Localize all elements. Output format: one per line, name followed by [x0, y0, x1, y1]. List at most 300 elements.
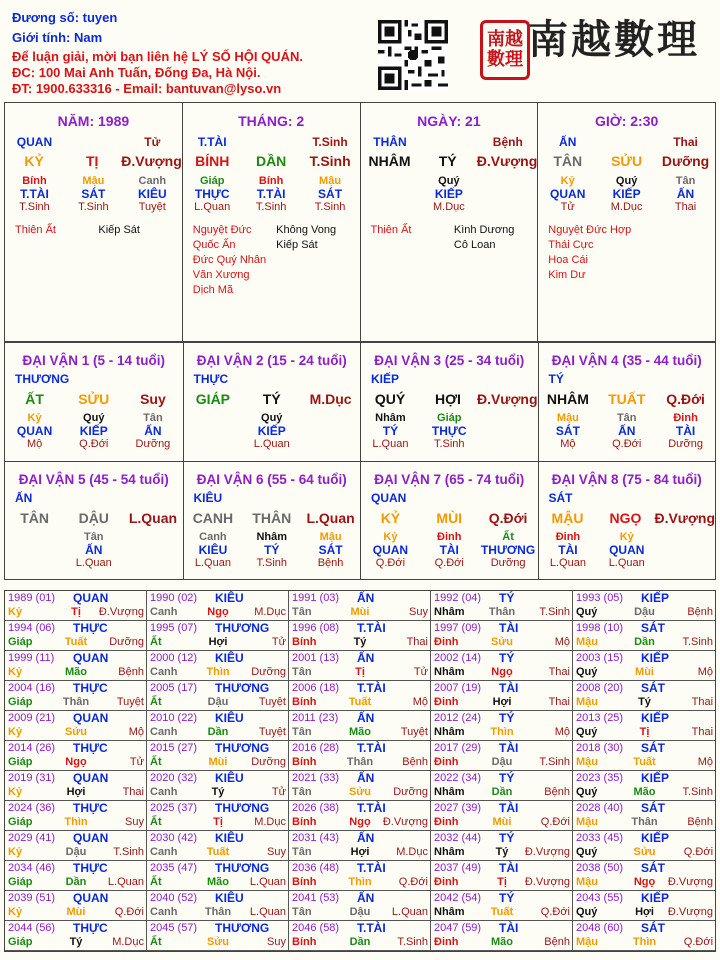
dai-van-god: [539, 372, 716, 386]
year-cell: [5, 831, 147, 861]
dai-van-hidden-stage-item: Dưỡng: [490, 556, 526, 569]
star-name: Kiếp Sát: [98, 224, 140, 236]
year-stem: Canh: [150, 906, 178, 918]
year-pillar-row: [291, 606, 428, 618]
year-pillar-row: [575, 786, 713, 798]
dai-van-main-item: TÝ: [262, 391, 281, 407]
year-label: 1996 (08): [292, 622, 340, 634]
year-stem: Ất: [150, 756, 162, 768]
dai-van-main-item: Đ.Vượng: [654, 509, 716, 526]
year-branch: Dậu: [349, 906, 371, 918]
pillar-main-row-item: DẦN: [255, 153, 287, 169]
year-label: 2023 (35): [576, 772, 624, 784]
year-stage: Thai: [406, 636, 428, 648]
year-stem: Giáp: [8, 876, 33, 888]
dai-van-hidden-stage: [539, 557, 716, 569]
year-stem: Mậu: [576, 876, 598, 888]
year-branch: Hợi: [635, 906, 654, 918]
year-stem: Tân: [292, 846, 312, 858]
year-stem: Quý: [576, 786, 598, 798]
dai-van-5: [5, 461, 183, 580]
year-stem: Nhâm: [434, 906, 465, 918]
year-stage: Bệnh: [402, 756, 428, 768]
year-branch: Tuất: [206, 846, 230, 858]
year-branch: Dần: [634, 636, 655, 648]
dai-van-1: [5, 342, 183, 461]
year-stem: Kỷ: [8, 666, 23, 678]
year-label: 2041 (53): [292, 892, 340, 904]
year-cell: [147, 921, 289, 951]
dai-van-main: [539, 391, 716, 407]
year-pillar-row: [149, 906, 286, 918]
dai-van-hidden-gods: [5, 543, 183, 557]
year-god: TÝ: [499, 711, 515, 725]
year-stage: Dưỡng: [251, 756, 286, 768]
year-stage: M.Dục: [112, 936, 144, 948]
dai-van-main-item: HỢI: [435, 391, 461, 407]
dai-van-main-item: NHÂM: [546, 391, 589, 407]
year-label: 1991 (03): [292, 592, 340, 604]
dai-van-hidden-stems: [5, 412, 183, 424]
year-label: 2002 (14): [434, 652, 482, 664]
hidden-stems-row-item: Canh: [138, 175, 167, 187]
year-stage: Mộ: [554, 726, 570, 738]
dai-van-hidden-stage-item: Mộ: [560, 438, 576, 450]
year-pillar-row: [291, 816, 428, 828]
year-cell: [431, 891, 573, 921]
dai-van-hidden-gods-item: [479, 424, 538, 438]
dai-van-main: [184, 510, 361, 526]
year-cell: [573, 591, 715, 621]
year-label: 1994 (06): [8, 622, 56, 634]
dai-van-hidden-stems-item: Canh: [199, 530, 227, 543]
year-god: THỰC: [73, 681, 108, 695]
star-name: Văn Xương: [192, 269, 250, 281]
year-label: 2030 (42): [150, 832, 198, 844]
year-label: 2026 (38): [292, 802, 340, 814]
year-cell: [573, 621, 715, 651]
dai-van-hidden-stems: [5, 531, 183, 543]
year-god: SÁT: [641, 921, 665, 935]
year-pillar-row: [7, 756, 144, 768]
dai-van-hidden-stage-item: [301, 438, 360, 450]
dai-van-hidden-stems-item: Nhâm: [256, 530, 288, 543]
pillar-main-row-item: Đ.Vượng: [121, 153, 182, 169]
year-god: KIẾP: [641, 711, 670, 725]
year-god: KIÊU: [215, 891, 244, 905]
year-pillar-row: [575, 816, 713, 828]
pillar-2: [182, 103, 360, 341]
year-branch: Ngọ: [633, 876, 656, 888]
stars-column: [454, 223, 537, 253]
year-stem: Nhâm: [434, 846, 465, 858]
pillar-main-row-item: Dưỡng: [661, 153, 710, 169]
year-stage: L.Quan: [107, 876, 144, 888]
year-god: T.TÀI: [357, 921, 386, 935]
year-label: 2036 (48): [292, 862, 340, 874]
year-cell: [5, 651, 147, 681]
dai-van-hidden-stems: [361, 412, 538, 424]
year-god: T.TÀI: [357, 621, 386, 635]
year-stem: Bính: [292, 636, 317, 648]
year-stage: T.Sinh: [539, 756, 570, 768]
dai-van-hidden-gods-item: KIẾP: [257, 424, 286, 438]
year-pillar-row: [575, 636, 713, 648]
dai-van-main-item: TUẤT: [608, 391, 646, 407]
year-cell: [289, 621, 431, 651]
year-stage: T.Sinh: [113, 846, 144, 858]
year-cell: [5, 681, 147, 711]
hidden-stems-row-item: Giáp: [199, 175, 225, 187]
year-label: 2033 (45): [576, 832, 624, 844]
dai-van-hidden-stage-item: L.Quan: [253, 438, 290, 450]
annual-luck-table: [4, 590, 716, 952]
year-stage: Bệnh: [118, 666, 144, 678]
year-branch: Tị: [355, 666, 365, 678]
year-cell: [147, 831, 289, 861]
dai-van-hidden-stage-item: Dưỡng: [135, 438, 171, 450]
year-god: ẤN: [357, 711, 375, 725]
dai-van-hidden-gods-item: ẤN: [618, 424, 636, 438]
year-cell: [573, 891, 715, 921]
dai-van-hidden-gods-item: THƯƠNG: [480, 542, 536, 557]
hidden-gods-row-item: QUAN: [550, 187, 586, 201]
hidden-stems-row-item: Quý: [615, 175, 638, 187]
dai-van-hidden-stems-item: Kỷ: [27, 412, 42, 424]
dai-van-2: [183, 342, 361, 461]
year-label: 1999 (11): [8, 652, 55, 664]
hidden-stage-row-item: L.Quan: [194, 201, 231, 213]
year-stage: Đ.Vượng: [524, 876, 570, 888]
year-god: KIÊU: [215, 591, 244, 605]
year-pillar-row: [7, 606, 144, 618]
year-branch: Tý: [69, 936, 83, 948]
address: ĐC: 100 Mai Anh Tuấn, Đống Đa, Hà Nội.: [12, 65, 261, 80]
dai-van-hidden-gods-item: ẤN: [85, 542, 103, 557]
year-god: TÝ: [499, 831, 515, 845]
year-god: ẤN: [357, 651, 375, 665]
dai-van-hidden-gods-item: TÝ: [264, 542, 280, 557]
year-branch: Ngọ: [491, 666, 513, 678]
year-pillar-row: [7, 816, 144, 828]
year-branch: Mùi: [492, 816, 512, 828]
year-god: SÁT: [641, 681, 665, 695]
dai-van-hidden-stems: [184, 531, 361, 543]
year-branch: Mùi: [635, 666, 654, 678]
dai-van-main-item: KỶ: [380, 509, 401, 526]
hidden-stems-row-item: [478, 175, 537, 187]
dai-van-hidden-stage-item: Mộ: [26, 438, 43, 450]
dai-van-main-item: TÂN: [20, 509, 49, 526]
year-cell: [431, 681, 573, 711]
year-label: 2032 (44): [434, 832, 482, 844]
dai-van-hidden-stage-item: Dưỡng: [668, 438, 703, 450]
star-name: Kim Dư: [548, 269, 586, 281]
year-label: 2015 (27): [150, 742, 198, 754]
dai-van-4: [538, 342, 716, 461]
dai-van-main-item: Q.Đới: [666, 391, 705, 407]
dai-van-god: [5, 491, 183, 505]
year-pillar-row: [7, 636, 144, 648]
year-cell: [573, 681, 715, 711]
year-cell: [573, 651, 715, 681]
year-stem: Giáp: [8, 636, 33, 648]
year-cell: [431, 591, 573, 621]
year-label: 2018 (30): [576, 742, 624, 754]
year-cell: [431, 741, 573, 771]
dai-van-hidden-stage-item: Q.Đới: [612, 438, 642, 450]
dai-van-hidden-stage: [5, 557, 183, 569]
dai-van-hidden-gods: [361, 424, 538, 438]
year-label: 2034 (46): [8, 862, 56, 874]
dai-van-title: ĐẠI VẬN 3 (25 - 34 tuổi): [374, 353, 525, 368]
pillar-main-row-item: SỬU: [611, 153, 643, 169]
dai-van-hidden-stems-item: Tân: [616, 412, 637, 424]
year-stem: Mậu: [576, 816, 598, 828]
year-cell: [289, 861, 431, 891]
dai-van-god-text: THƯƠNG: [15, 372, 70, 386]
pillar-main-row-item: KỶ: [24, 153, 44, 169]
year-branch: Mão: [64, 666, 87, 678]
dai-van-hidden-gods-item: THỰC: [431, 424, 467, 438]
year-stage: Q.Đới: [398, 876, 428, 888]
hidden-stage-row-item: [361, 201, 420, 213]
year-pillar-row: [433, 786, 570, 798]
year-cell: [431, 921, 573, 951]
year-label: 2014 (26): [8, 742, 56, 754]
hidden-stage-row-item: M.Dục: [610, 201, 643, 213]
dai-van-main: [5, 510, 183, 526]
dai-van-hidden-gods-item: QUAN: [609, 542, 645, 557]
dai-van-hidden-stage-item: Q.Đới: [434, 556, 464, 569]
year-stage: L.Quan: [249, 876, 286, 888]
dai-van-hidden-stage: [184, 438, 361, 450]
year-branch: Dần: [207, 726, 229, 738]
year-stem: Quý: [576, 606, 598, 618]
year-pillar-row: [291, 936, 428, 948]
hidden-gods-row: [538, 187, 715, 201]
hidden-stems-row-item: Mậu: [319, 175, 342, 187]
dai-van-main-item: Q.Đới: [488, 509, 528, 526]
year-pillar-row: [7, 876, 144, 888]
dai-van-hidden-stage-item: Q.Đới: [79, 438, 109, 450]
year-god: THƯƠNG: [215, 801, 270, 815]
dai-van-main-item: L.Quan: [306, 509, 355, 526]
dai-van-hidden-gods-item: SÁT: [318, 542, 343, 557]
red-seal-stamp: 南越數理: [480, 20, 530, 80]
year-cell: [5, 591, 147, 621]
dai-van-hidden-stage-item: L.Quan: [549, 556, 586, 569]
dai-van-hidden-stems-item: Giáp: [437, 412, 462, 424]
year-god: KIẾP: [641, 831, 670, 845]
contact-note: Để luận giải, mời bạn liên hệ LÝ SỐ HỘI QUÁN.: [12, 49, 303, 64]
year-label: 2048 (60): [576, 922, 624, 934]
year-stage: Thai: [548, 696, 570, 708]
hidden-stage-row-item: Tuyệt: [138, 201, 166, 213]
year-pillar-row: [433, 606, 570, 618]
year-stage: Suy: [409, 606, 428, 618]
year-pillar-row: [291, 666, 428, 678]
year-stage: Tử: [271, 786, 286, 798]
dai-van-hidden-stage: [539, 438, 716, 450]
special-stars: [361, 223, 538, 253]
star-name: Thiên Ất: [15, 224, 56, 236]
dai-van-hidden-stems-item: Đinh: [555, 530, 581, 543]
special-stars: [538, 223, 715, 283]
star-name: Đức Quý Nhân: [192, 254, 267, 266]
dai-van-title: ĐẠI VẬN 8 (75 - 84 tuổi): [551, 471, 702, 487]
year-stem: Quý: [576, 666, 598, 678]
year-stem: Giáp: [8, 816, 33, 828]
year-branch: Dậu: [65, 846, 87, 858]
heaven-god: T.TÀI: [197, 135, 227, 149]
year-stage: Bệnh: [544, 936, 570, 948]
year-stem: Bính: [292, 936, 317, 948]
dai-van-hidden-stems-item: Tân: [143, 412, 163, 424]
year-stage: M.Dục: [254, 606, 286, 618]
year-stem: Ất: [150, 636, 162, 648]
year-label: 2024 (36): [8, 802, 56, 814]
dai-van-god: [361, 372, 538, 386]
dai-van-hidden-stems: [539, 412, 716, 424]
hidden-stems-row: [538, 175, 715, 187]
year-label: 2046 (58): [292, 922, 340, 934]
year-cell: [431, 861, 573, 891]
dai-van-god-text: THỰC: [193, 372, 229, 386]
year-label: 2012 (24): [434, 712, 482, 724]
year-pillar-row: [575, 846, 713, 858]
year-stage: Mộ: [128, 726, 144, 738]
year-pillar-row: [149, 846, 286, 858]
hidden-gods-row: [5, 187, 182, 201]
year-god: KIÊU: [215, 711, 244, 725]
hidden-stage-row-item: M.Dục: [432, 201, 465, 213]
year-label: 2027 (39): [434, 802, 482, 814]
pillar-main-row-item: Đ.Vượng: [476, 153, 538, 169]
year-branch: Thìn: [348, 876, 372, 888]
year-pillar-row: [7, 666, 144, 678]
year-stage: Tuyệt: [400, 726, 428, 738]
year-stage: Thai: [691, 726, 714, 738]
year-label: 2028 (40): [576, 802, 624, 814]
dai-van-hidden-stems-item: Quý: [83, 412, 105, 424]
year-stage: Suy: [267, 936, 286, 948]
year-pillar-row: [291, 696, 428, 708]
year-cell: [289, 591, 431, 621]
dai-van-main: [539, 510, 716, 526]
dai-van-hidden-stage: [184, 557, 361, 569]
dai-van-hidden-stems-item: Đinh: [437, 530, 462, 543]
year-cell: [147, 861, 289, 891]
year-cell: [147, 621, 289, 651]
year-god: KIẾP: [641, 591, 670, 605]
year-god: THỰC: [73, 741, 108, 755]
dai-van-main-item: M.Dục: [309, 391, 352, 407]
year-stem: Kỷ: [8, 726, 23, 738]
year-stem: Tân: [292, 906, 312, 918]
year-stage: Q.Đới: [540, 816, 570, 828]
year-stage: Suy: [267, 846, 286, 858]
year-pillar-row: [575, 906, 713, 918]
year-branch: Thìn: [206, 666, 230, 678]
dai-van-hidden-stems-item: Mậu: [556, 412, 579, 424]
year-label: 2008 (20): [576, 682, 624, 694]
year-god: QUAN: [73, 771, 109, 785]
dai-van-god: [184, 491, 361, 505]
year-pillar-row: [149, 696, 286, 708]
year-branch: Mão: [348, 726, 371, 738]
phone-email: ĐT: 1900.633316 - Email: bantuvan@lyso.vn: [12, 81, 282, 96]
heaven-god: QUAN: [16, 135, 53, 149]
dai-van-hidden-stems-item: [479, 412, 538, 424]
dai-van-hidden-stems-item: Đinh: [673, 412, 698, 424]
year-stem: Canh: [150, 786, 178, 798]
year-label: 2013 (25): [576, 712, 624, 724]
hidden-stage-row-item: [478, 201, 537, 213]
year-cell: [573, 831, 715, 861]
hidden-gods-row-item: T.TÀI: [256, 187, 286, 201]
dai-van-main-item: QUÝ: [374, 391, 406, 407]
hidden-stems-row-item: Bính: [258, 175, 284, 187]
year-stage: Mộ: [697, 666, 714, 678]
year-branch: Tuất: [633, 756, 656, 768]
year-cell: [147, 891, 289, 921]
pillar-god-row: [5, 135, 182, 149]
year-stem: Đinh: [434, 756, 459, 768]
year-god: THƯƠNG: [215, 621, 270, 635]
dai-van-hidden-stage-item: T.Sinh: [433, 438, 465, 450]
dai-van-hidden-gods-item: QUAN: [372, 542, 409, 557]
dai-van-god: [5, 372, 183, 386]
qr-code-icon[interactable]: [378, 20, 448, 90]
dai-van-hidden-stems-item: Nhâm: [375, 412, 406, 424]
hidden-stage-row-item: T.Sinh: [78, 201, 109, 213]
year-stem: Nhâm: [434, 726, 465, 738]
year-pillar-row: [433, 696, 570, 708]
year-cell: [573, 801, 715, 831]
year-branch: Hợi: [350, 846, 370, 858]
year-branch: Tuất: [490, 906, 514, 918]
year-stage: Tuyệt: [258, 726, 286, 738]
year-pillar-row: [433, 726, 570, 738]
year-stage: Tử: [413, 666, 428, 678]
year-god: TÝ: [499, 651, 515, 665]
hidden-gods-row-item: T.TÀI: [20, 187, 49, 201]
four-pillars-panel: [4, 102, 716, 342]
year-cell: [5, 891, 147, 921]
year-stem: Mậu: [576, 936, 598, 948]
hidden-stems-row-item: Mậu: [82, 175, 105, 187]
dai-van-hidden-stage-item: L.Quan: [608, 556, 645, 569]
year-god: TÀI: [499, 741, 519, 755]
dai-van-main-item: MẬU: [551, 509, 584, 526]
year-stem: Ất: [150, 936, 162, 948]
year-god: KIÊU: [215, 831, 244, 845]
year-pillar-row: [433, 846, 570, 858]
hidden-stage-row-item: T.Sinh: [255, 201, 287, 213]
year-label: 2043 (55): [576, 892, 624, 904]
stars-column: [371, 223, 454, 253]
year-label: 2037 (49): [434, 862, 482, 874]
year-label: 2016 (28): [292, 742, 340, 754]
dai-van-god: [361, 491, 538, 505]
year-god: KIẾP: [641, 891, 670, 905]
year-god: KIẾP: [641, 771, 670, 785]
dai-van-hidden-stems-item: Mậu: [319, 530, 342, 543]
year-stem: Tân: [292, 786, 312, 798]
year-cell: [147, 741, 289, 771]
year-god: THƯƠNG: [215, 681, 270, 695]
